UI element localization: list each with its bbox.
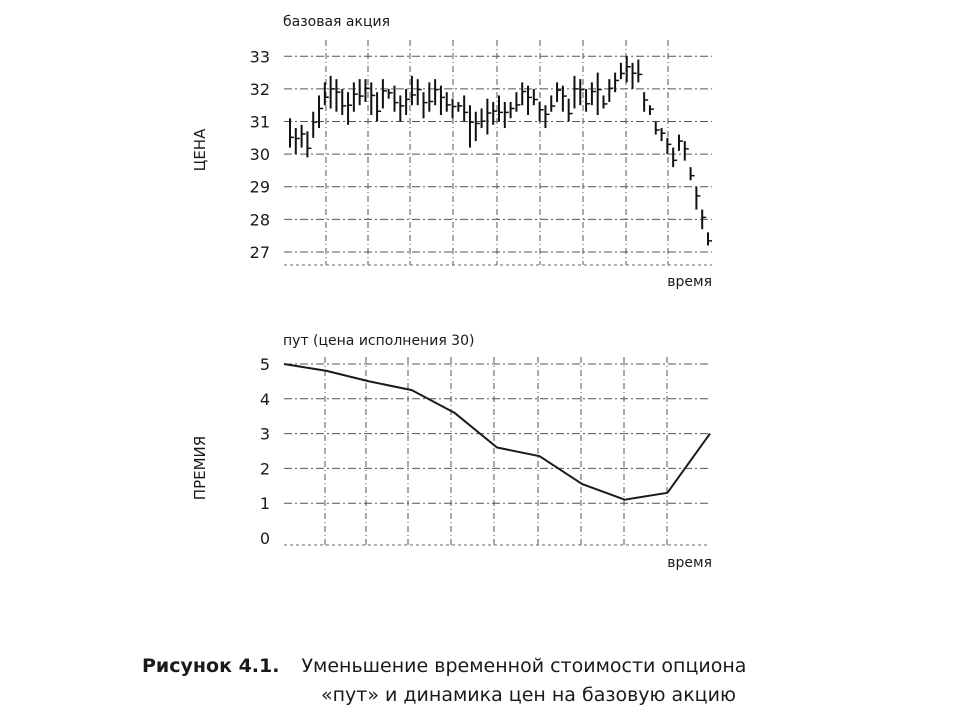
put-x-axis-label: время [667, 555, 712, 571]
put-y-tick-label: 0 [259, 529, 270, 549]
put-y-tick-label: 2 [259, 459, 270, 479]
put-y-tick-label: 5 [259, 354, 270, 374]
stock-y-tick-label: 28 [249, 210, 270, 230]
stock-y-tick-label: 32 [249, 79, 270, 99]
stock-chart-title: базовая акция [283, 14, 391, 30]
put-premium-chart [191, 333, 712, 571]
stock-y-tick-label: 30 [249, 145, 270, 165]
stock-y-tick-label: 29 [249, 177, 270, 197]
put-chart-title: пут (цена исполнения 30) [283, 333, 475, 349]
put-y-tick-label: 4 [259, 389, 270, 409]
put-y-tick-label: 1 [259, 494, 270, 514]
stock-y-axis-label: ЦЕНА [191, 128, 209, 172]
stock-price-chart [191, 14, 712, 290]
stock-x-axis-label: время [667, 274, 712, 290]
stock-y-tick-label: 31 [249, 112, 270, 132]
stock-grid [284, 40, 712, 265]
put-premium-line [284, 364, 710, 500]
caption-figure-number: Рисунок 4.1. [142, 655, 280, 677]
stock-ohlc-bars [290, 56, 712, 245]
figure-caption [142, 652, 747, 706]
caption-line-1: Уменьшение временной стоимости опциона [301, 655, 747, 677]
put-y-axis-label: ПРЕМИЯ [191, 435, 209, 501]
stock-y-ticks [250, 47, 270, 262]
caption-line-2: «пут» и динамика цен на базовую акцию [321, 684, 736, 706]
stock-y-tick-label: 27 [249, 242, 270, 262]
put-y-ticks [260, 355, 270, 548]
put-grid [284, 357, 710, 545]
stock-y-tick-label: 33 [249, 47, 270, 67]
put-y-tick-label: 3 [259, 424, 270, 444]
